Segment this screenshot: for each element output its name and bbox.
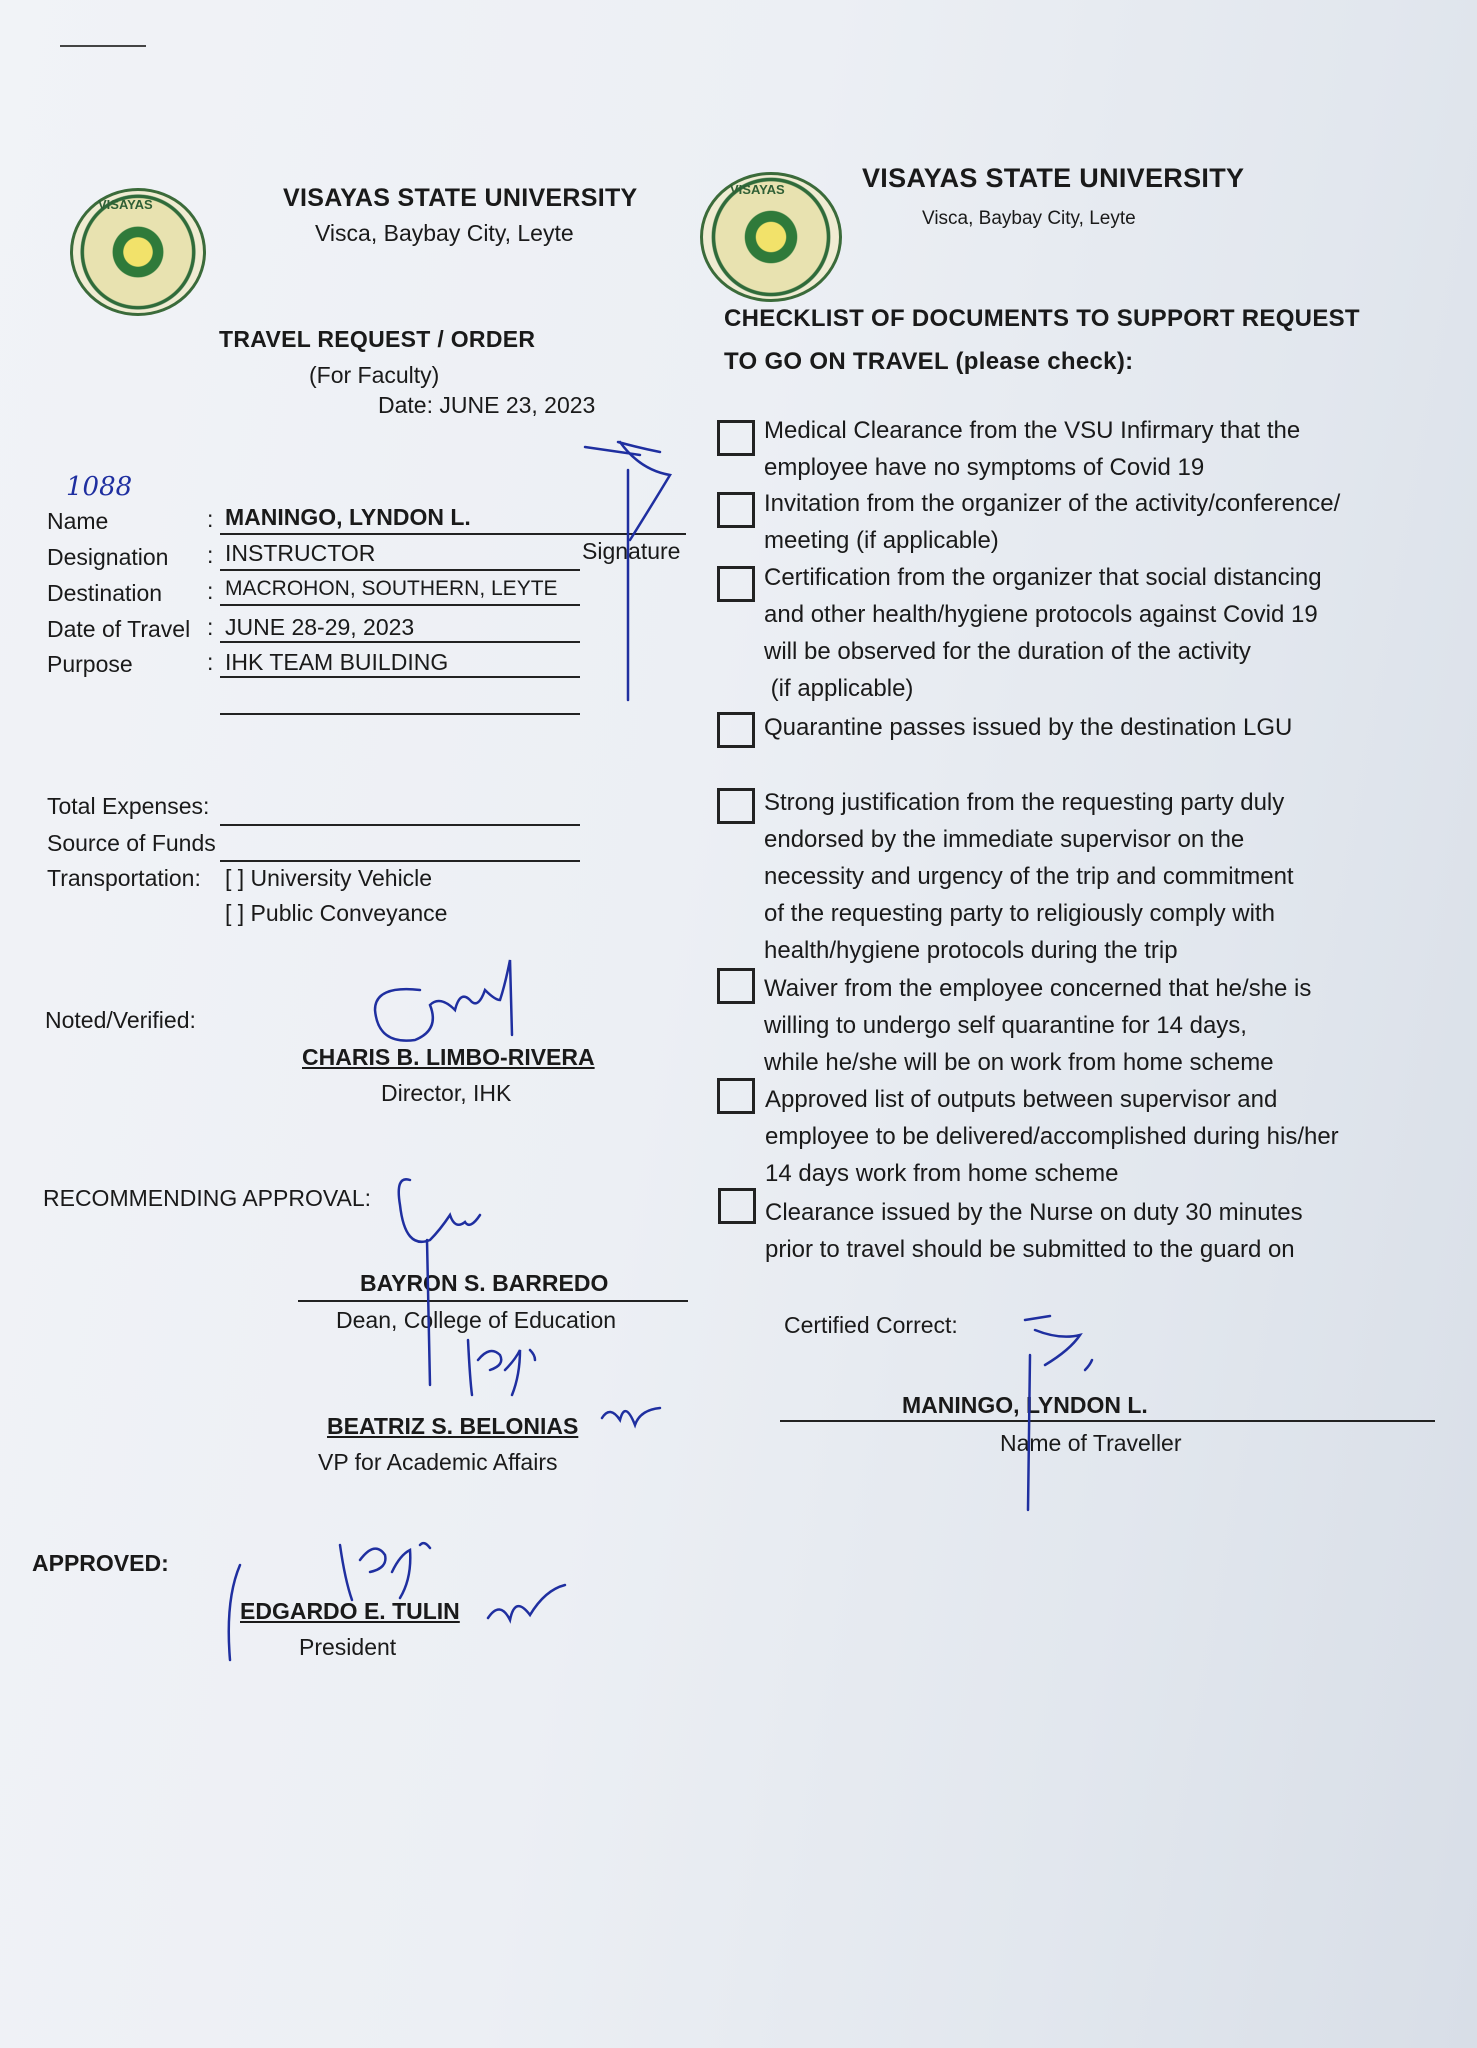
university-name-right: VISAYAS STATE UNIVERSITY [862, 163, 1245, 193]
colon: : [207, 649, 214, 675]
checklist-item: Quarantine passes issued by the destination LGU [764, 714, 1293, 741]
request-date: Date: JUNE 23, 2023 [378, 392, 596, 418]
seal-lettering-left: VISAYAS [98, 197, 153, 212]
form-subtitle: (For Faculty) [309, 362, 440, 388]
university-address-left: Visca, Baybay City, Leyte [315, 220, 574, 246]
signature-label: Signature [582, 538, 681, 564]
transport-option-public-conveyance: [ ] Public Conveyance [225, 900, 448, 926]
name-label: Name [47, 508, 109, 534]
purpose-value: IHK TEAM BUILDING [225, 649, 449, 675]
seal-lettering-right: VISAYAS [730, 182, 785, 197]
designation-label: Designation [47, 544, 169, 570]
source-funds-label: Source of Funds [47, 830, 216, 856]
noted-verified-label: Noted/Verified: [45, 1007, 196, 1033]
colon: : [207, 578, 214, 604]
recommender-2-signature [468, 1340, 535, 1395]
checklist-title-line-1: CHECKLIST OF DOCUMENTS TO SUPPORT REQUEST [724, 305, 1360, 332]
recommender-2-role: VP for Academic Affairs [318, 1449, 558, 1475]
checklist-title-line-2: TO GO ON TRAVEL (please check): [724, 348, 1134, 375]
recommender-2-name: BEATRIZ S. BELONIAS [327, 1413, 579, 1439]
colon: : [207, 614, 214, 640]
university-address-right: Visca, Baybay City, Leyte [922, 208, 1136, 229]
certified-correct-label: Certified Correct: [784, 1312, 958, 1338]
checklist-item: Waiver from the employee concerned that he/she is willing to undergo self quarantine for 14 days, while he/she will be on work from home scheme [764, 975, 1312, 1076]
form-title: TRAVEL REQUEST / ORDER [219, 326, 536, 352]
recommender-1-signature [399, 1179, 480, 1242]
recommender-1-role: Dean, College of Education [336, 1307, 617, 1333]
handwritten-number: 1088 [66, 472, 133, 502]
date-of-travel-value: JUNE 28-29, 2023 [225, 614, 415, 640]
transportation-label: Transportation: [47, 865, 201, 891]
university-name-left: VISAYAS STATE UNIVERSITY [283, 184, 638, 212]
traveller-signature [1025, 1316, 1092, 1370]
date-of-travel-label: Date of Travel [47, 616, 191, 642]
traveller-role: Name of Traveller [1000, 1430, 1182, 1456]
approved-label: APPROVED: [32, 1550, 169, 1576]
approver-initials [488, 1585, 565, 1620]
checklist-item: Medical Clearance from the VSU Infirmary that the employee have no symptoms of Covid 19 [764, 417, 1301, 481]
recommender-1-name: BAYRON S. BARREDO [360, 1270, 609, 1296]
noted-name: CHARIS B. LIMBO-RIVERA [302, 1044, 595, 1070]
colon: : [207, 506, 214, 532]
colon: : [207, 542, 214, 568]
traveller-name: MANINGO, LYNDON L. [902, 1392, 1148, 1418]
destination-value: MACROHON, SOUTHERN, LEYTE [225, 577, 558, 600]
approver-role: President [299, 1634, 397, 1660]
destination-label: Destination [47, 580, 163, 606]
checklist-item: Approved list of outputs between supervisor and employee to be delivered/accomplished during his/her 14 days work from home scheme [765, 1086, 1339, 1187]
checklist-item: Clearance issued by the Nurse on duty 30 minutes prior to travel should be submitted to the guard on [765, 1199, 1303, 1263]
checklist-item: Invitation from the organizer of the activity/conference/ meeting (if applicable) [764, 490, 1341, 554]
purpose-label: Purpose [47, 651, 133, 677]
recommending-approval-label: RECOMMENDING APPROVAL: [43, 1185, 372, 1211]
approver-signature [340, 1543, 430, 1600]
checklist-item: Certification from the organizer that social distancing and other health/hygiene protocols against Covid 19 will be observed for the duration of the activity (if applicable) [764, 564, 1322, 702]
noted-role: Director, IHK [381, 1080, 512, 1106]
designation-value: INSTRUCTOR [225, 540, 376, 566]
approver-name: EDGARDO E. TULIN [240, 1598, 460, 1624]
recommender-2-initials [602, 1408, 660, 1425]
name-value: MANINGO, LYNDON L. [225, 504, 471, 530]
total-expenses-label: Total Expenses: [47, 793, 210, 819]
noted-signature [375, 960, 512, 1041]
transport-option-university-vehicle: [ ] University Vehicle [225, 865, 433, 891]
checklist-item: Strong justification from the requesting party duly endorsed by the immediate supervisor on the necessity and urgency of the trip and commitment of the requesting party to religiously comply with health/hygiene protocols during the trip [764, 789, 1294, 964]
